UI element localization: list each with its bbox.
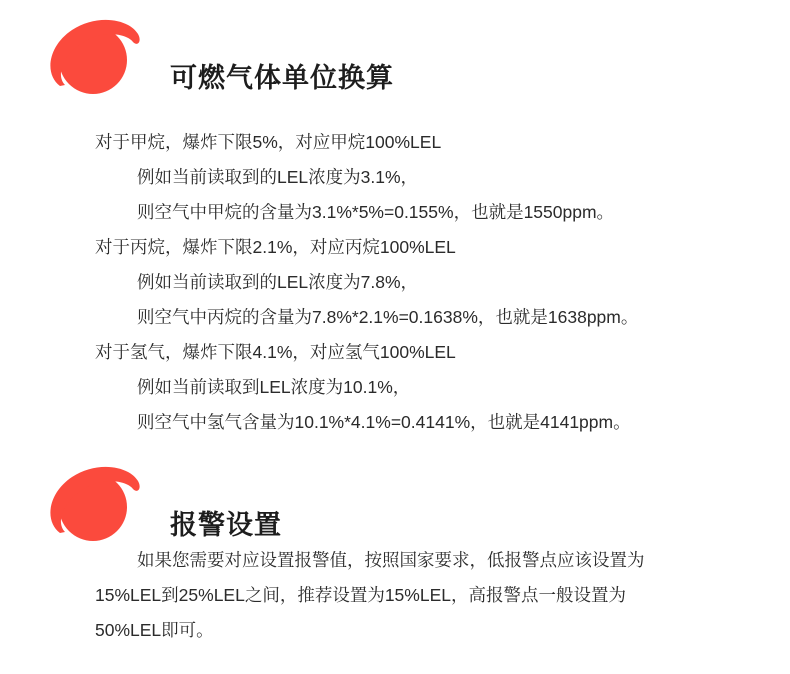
text-line: 则空气中丙烷的含量为7.8%*2.1%=0.1638%，也就是1638ppm。 xyxy=(137,307,639,327)
planet-bullet-icon xyxy=(38,459,148,555)
planet-bullet-icon xyxy=(38,12,148,108)
text-paragraph: 如果您需要对应设置报警值，按照国家要求，低报警点应该设置为15%LEL到25%LEL之间，推荐设置为15%LEL，高报警点一般设置为50%LEL即可。 xyxy=(95,550,645,640)
text-line: 例如当前读取到的LEL浓度为3.1%， xyxy=(137,167,419,187)
section-body-gas-unit-conversion xyxy=(95,125,790,440)
section-title-alarm-settings: 报警设置 xyxy=(170,510,282,540)
text-line: 例如当前读取到的LEL浓度为7.8%， xyxy=(137,272,419,292)
text-line: 对于丙烷，爆炸下限2.1%，对应丙烷100%LEL xyxy=(95,237,456,257)
text-line: 对于氢气，爆炸下限4.1%，对应氢气100%LEL xyxy=(95,342,456,362)
section-header-alarm-settings xyxy=(0,455,790,551)
text-line: 对于甲烷，爆炸下限5%，对应甲烷100%LEL xyxy=(95,132,442,152)
section-body-alarm-settings xyxy=(95,543,790,648)
text-line: 例如当前读取到LEL浓度为10.1%， xyxy=(137,377,411,397)
section-header-gas-unit-conversion xyxy=(0,8,790,104)
text-line: 则空气中甲烷的含量为3.1%*5%=0.155%，也就是1550ppm。 xyxy=(137,202,615,222)
text-line: 则空气中氢气含量为10.1%*4.1%=0.4141%，也就是4141ppm。 xyxy=(137,412,631,432)
section-title-gas-unit-conversion: 可燃气体单位换算 xyxy=(170,63,394,93)
